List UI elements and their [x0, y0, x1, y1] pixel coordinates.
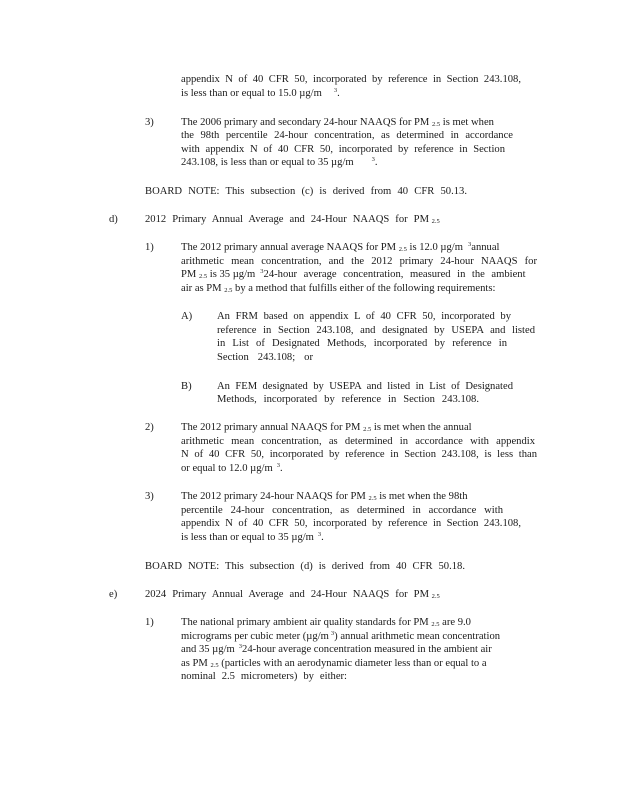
- text-run: is met when: [442, 117, 494, 128]
- subscript: 2.5: [431, 218, 440, 225]
- board-note-d: [145, 560, 465, 573]
- item-c3-line-3: [181, 143, 505, 156]
- item-d2-line-4: [181, 462, 283, 475]
- subscript: 2.5: [198, 273, 208, 280]
- text-run: micrograms per cubic meter (µg/m: [181, 631, 329, 642]
- text-run: Methods, incorporated by reference in Section 243.108.: [217, 394, 479, 405]
- superscript: 3: [260, 268, 264, 275]
- text-run: appendix N of 40 CFR 50, incorporated by reference in Section 243.108,: [181, 74, 521, 85]
- text-run: is less than or equal to 15.0 µg/m: [181, 88, 322, 99]
- text-run: is met when the 98th: [379, 491, 468, 502]
- item-d1B-line-1: [217, 380, 513, 393]
- item-marker: 3): [145, 117, 154, 128]
- superscript: 3: [468, 241, 472, 248]
- text-run: 24-hour average concentration, measured in the ambient: [263, 269, 526, 280]
- item-d1-line-3: [181, 268, 526, 281]
- text-run: are 9.0: [442, 617, 471, 628]
- text-run: PM: [181, 269, 197, 280]
- text-run: arithmetic mean concentration, as determined in accordance with appendix: [181, 436, 535, 447]
- item-d3-line-4: [181, 531, 324, 544]
- text-run: 2024 Primary Annual Average and 24-Hour NAAQS for PM: [145, 589, 429, 600]
- superscript: 3: [238, 643, 243, 650]
- text-run: annual: [471, 242, 500, 253]
- text-run: nominal 2.5 micrometers) by either:: [181, 671, 347, 682]
- text-run: air as PM: [181, 283, 222, 294]
- text-run: Section 243.108; or: [217, 352, 313, 363]
- item-d3-line-2: [181, 504, 503, 517]
- text-run: with appendix N of 40 CFR 50, incorporated by reference in Section: [181, 144, 505, 155]
- subscript: 2.5: [398, 246, 407, 253]
- text-run: is less than or equal to 35 µg/m: [181, 532, 314, 543]
- text-run: is 12.0 µg/m: [409, 242, 463, 253]
- subscript: 2.5: [224, 287, 233, 294]
- text-run: ) annual arithmetic mean concentration: [334, 631, 501, 642]
- subscript: 2.5: [363, 426, 372, 433]
- text-run: reference in Section 243.108, and designated by USEPA and listed: [217, 325, 535, 336]
- text-run: An FRM based on appendix L of 40 CFR 50, incorporated by: [217, 311, 511, 322]
- board-note-c: [145, 185, 467, 198]
- section-marker-e: e): [109, 589, 118, 600]
- superscript: 3: [330, 630, 335, 637]
- section-d-title: [145, 213, 440, 226]
- item-d3-line-3: [181, 517, 521, 530]
- item-d2-line-3: [181, 448, 537, 461]
- item-c3-line-4: [181, 156, 378, 169]
- item-d1A-line-3: [217, 337, 507, 350]
- item-d2-line-2: [181, 435, 535, 448]
- text-run: and 35 µg/m: [181, 644, 235, 655]
- text-run: the 98th percentile 24-hour concentration, as determined in accordance: [181, 130, 513, 141]
- superscript: 3: [276, 462, 280, 469]
- item-c3-line-1: [181, 116, 494, 129]
- item-e1-line-3: [181, 643, 492, 656]
- superscript: 3: [333, 87, 338, 94]
- text-run: arithmetic mean concentration, and the 2012 primary 24-hour NAAQS for: [181, 256, 537, 267]
- subscript: 2.5: [431, 621, 440, 628]
- subscript: 2.5: [431, 593, 440, 600]
- text-run: .: [279, 463, 283, 474]
- superscript: 3: [317, 531, 322, 538]
- subitem-marker: B): [181, 381, 192, 392]
- item-e1-line-5: [181, 670, 347, 683]
- text-run: by a method that fulfills either of the following requirements:: [235, 283, 496, 294]
- item-d1-line-2: [181, 255, 537, 268]
- item-marker: 2): [145, 422, 154, 433]
- text-run: The national primary ambient air quality standards for PM: [181, 617, 429, 628]
- text-run: or equal to 12.0 µg/m: [181, 463, 273, 474]
- text-run: .: [374, 157, 378, 168]
- text-run: BOARD NOTE: This subsection (d) is derived from 40 CFR 50.18.: [145, 561, 465, 572]
- continuation-line-2: [181, 87, 340, 100]
- item-marker: 1): [145, 242, 154, 253]
- subscript: 2.5: [431, 121, 441, 128]
- item-marker: 3): [145, 491, 154, 502]
- superscript: 3: [371, 156, 375, 163]
- item-d2-line-1: [181, 421, 472, 434]
- item-d1-line-4: [181, 282, 495, 295]
- text-run: The 2012 primary 24-hour NAAQS for PM: [181, 491, 366, 502]
- subscript: 2.5: [210, 662, 219, 669]
- text-run: The 2006 primary and secondary 24-hour NAAQS for PM: [181, 117, 430, 128]
- item-d1A-line-1: [217, 310, 511, 323]
- text-run: 2012 Primary Annual Average and 24-Hour NAAQS for PM: [145, 214, 429, 225]
- section-marker-d: d): [109, 214, 118, 225]
- text-run: appendix N of 40 CFR 50, incorporated by reference in Section 243.108,: [181, 518, 521, 529]
- item-d3-line-1: [181, 490, 468, 503]
- item-d1-line-1: [181, 241, 500, 254]
- text-run: as PM: [181, 658, 208, 669]
- item-d1A-line-4: [217, 351, 313, 364]
- text-run: percentile 24-hour concentration, as determined in accordance with: [181, 505, 503, 516]
- text-run: is met when the annual: [373, 422, 472, 433]
- item-marker: 1): [145, 617, 154, 628]
- continuation-line-1: [181, 73, 521, 86]
- text-run: .: [337, 88, 340, 99]
- item-d1A-line-2: [217, 324, 535, 337]
- text-run: in List of Designated Methods, incorporated by reference in: [217, 338, 507, 349]
- item-e1-line-2: [181, 630, 500, 643]
- item-d1B-line-2: [217, 393, 479, 406]
- subitem-marker: A): [181, 311, 193, 322]
- item-c3-line-2: [181, 129, 513, 142]
- text-run: is 35 µg/m: [209, 269, 256, 280]
- text-run: The 2012 primary annual average NAAQS for PM: [181, 242, 397, 253]
- item-e1-line-4: [181, 657, 487, 670]
- text-run: 243.108, is less than or equal to 35 µg/m: [181, 157, 354, 168]
- text-run: 24-hour average concentration measured in the ambient air: [242, 644, 492, 655]
- text-run: N of 40 CFR 50, incorporated by reference in Section 243.108, is less than: [181, 449, 537, 460]
- text-run: An FEM designated by USEPA and listed in List of Designated: [217, 381, 513, 392]
- text-run: The 2012 primary annual NAAQS for PM: [181, 422, 361, 433]
- text-run: BOARD NOTE: This subsection (c) is derived from 40 CFR 50.13.: [145, 186, 467, 197]
- text-run: .: [321, 532, 324, 543]
- section-e-title: [145, 588, 440, 601]
- text-run: (particles with an aerodynamic diameter less than or equal to a: [221, 658, 487, 669]
- subscript: 2.5: [368, 495, 377, 502]
- item-e1-line-1: [181, 616, 471, 629]
